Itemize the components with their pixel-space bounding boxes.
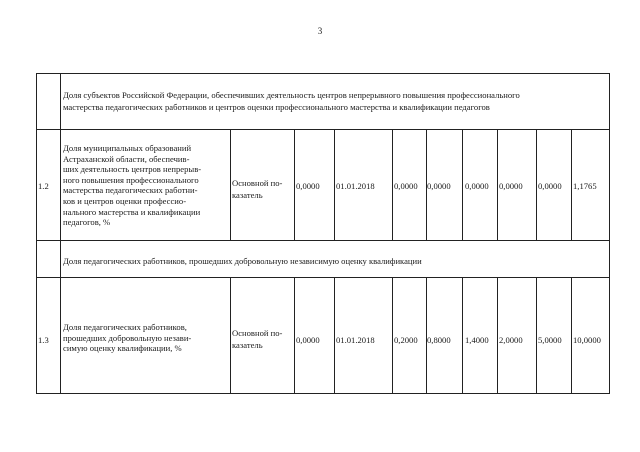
col-divider — [571, 277, 572, 393]
year-value: 0,0000 — [499, 181, 523, 191]
col-divider — [536, 277, 537, 393]
year-value: 2,0000 — [499, 335, 523, 345]
table-border-top — [36, 73, 610, 74]
col-divider — [334, 129, 335, 240]
table-border-right — [609, 73, 610, 394]
indicator-type-line: Основной по- — [232, 178, 283, 188]
col-divider — [497, 129, 498, 240]
year-value: 0,2000 — [394, 335, 418, 345]
col-divider — [462, 129, 463, 240]
section-heading: Доля педагогических работников, прошедших добровольную независимую оценку квалификации — [63, 256, 422, 266]
row-divider — [36, 240, 610, 241]
table-border-left — [36, 73, 37, 394]
base-date: 01.01.2018 — [336, 181, 375, 191]
base-value: 0,0000 — [296, 335, 320, 345]
year-value: 10,0000 — [573, 335, 601, 345]
col-divider — [536, 129, 537, 240]
col-divider — [230, 277, 231, 393]
col-divider — [497, 277, 498, 393]
indicator-name-line: нального мастерства и квалификации — [63, 206, 201, 217]
col-divider — [571, 129, 572, 240]
col-divider — [334, 277, 335, 393]
year-value: 0,0000 — [465, 181, 489, 191]
col-divider — [462, 277, 463, 393]
indicator-name-line: Астраханской области, обеспечив- — [63, 153, 190, 164]
indicator-name-line: Доля педагогических работников, — [63, 322, 187, 332]
page-number: 3 — [317, 26, 323, 36]
year-value: 0,0000 — [427, 181, 451, 191]
indicator-name-line: симую оценку квалификации, % — [63, 343, 182, 354]
base-date: 01.01.2018 — [336, 335, 375, 345]
base-value: 0,0000 — [296, 181, 320, 191]
indicator-type-line: Основной по- — [232, 328, 283, 338]
indicator-name-line: ков и центров оценки профессио- — [63, 195, 187, 206]
section-heading-line: мастерства педагогических работников и центров оценки профессионального мастерства и квалификации педагогов — [63, 102, 490, 112]
indicator-name-line: прошедших добровольную незави- — [63, 332, 192, 343]
indicators-table — [36, 73, 610, 394]
indicator-name-line: ших деятельность центров непрерыв- — [63, 164, 202, 175]
year-value: 1,1765 — [573, 181, 597, 191]
indicator-type-line: казатель — [232, 190, 263, 200]
indicator-name-line: педагогов, % — [63, 217, 111, 228]
row-divider — [36, 129, 610, 130]
section-heading-line: Доля субъектов Российской Федерации, обеспечивших деятельность центров непрерывного повышения профессионального — [63, 90, 520, 100]
year-value: 0,0000 — [394, 181, 418, 191]
col-divider — [392, 277, 393, 393]
indicator-name-line: мастерства педагогических работни- — [63, 185, 198, 196]
indicator-name-line: Доля муниципальных образований — [63, 143, 192, 153]
table-border-bottom — [36, 393, 610, 394]
indicator-name-line: ного повышения профессионального — [63, 174, 199, 185]
indicator-name — [63, 143, 228, 228]
row-number: 1.3 — [38, 335, 49, 345]
year-value: 1,4000 — [465, 335, 489, 345]
row-number: 1.2 — [38, 181, 49, 191]
year-value: 0,8000 — [427, 335, 451, 345]
col-divider — [294, 129, 295, 240]
year-value: 0,0000 — [538, 181, 562, 191]
indicator-name — [63, 322, 228, 354]
row-divider — [36, 277, 610, 278]
col-divider — [294, 277, 295, 393]
col-divider — [60, 73, 61, 394]
col-divider — [392, 129, 393, 240]
col-divider — [230, 129, 231, 240]
indicator-type-line: казатель — [232, 340, 263, 350]
year-value: 5,0000 — [538, 335, 562, 345]
